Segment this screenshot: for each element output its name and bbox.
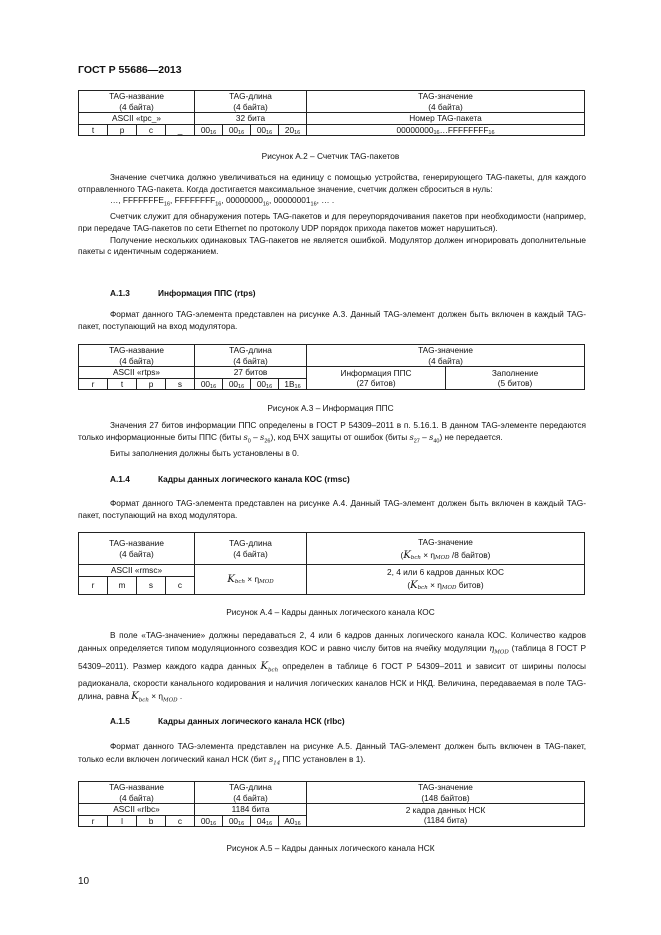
char-cell: l <box>108 815 137 827</box>
char-cell: r <box>79 576 108 594</box>
text-paragraph: Значение счетчика должно увеличиваться на единицу с помощью устройства, генерирующего TAG-пакеты, для каждого отправленного TAG-пакета. Когда достигается максимальное значение, счетчик должен сброситься в нуль: <box>78 172 586 194</box>
byte-cell: $04_{16}$ <box>251 815 279 827</box>
caption-a3: Рисунок А.3 – Информация ППС <box>267 403 394 413</box>
length-formula-cell: $K_{bch} \times \eta_{MOD}$ <box>195 565 307 595</box>
byte-cell: $00_{16}$ <box>251 378 279 390</box>
pps-info-cell: Информация ППС (27 битов) <box>307 367 446 390</box>
char-cell: s <box>137 576 166 594</box>
char-cell: c <box>166 815 195 827</box>
ascii-cell: ASCII «tpc_» <box>79 113 195 125</box>
ascii-cell: ASCII «rmsc» <box>79 565 195 577</box>
ascii-cell: ASCII «rtps» <box>79 367 195 379</box>
value-sub-cell: 2, 4 или 6 кадров данных КОС ($K_{bch} \times \eta_{MOD}$ битов) <box>307 565 585 595</box>
padding-cell: Заполнение (5 битов) <box>446 367 585 390</box>
paragraph-a15: Формат данного TAG-элемента представлен на рисунке А.5. Данный TAG-элемент должен быть включен в TAG-пакет, только если включен логический канал НСК (бит $s_{14}$ ППС установлен в 1). <box>78 741 586 767</box>
caption-a4: Рисунок А.4 – Кадры данных логического канала КОС <box>226 607 435 617</box>
char-cell: t <box>108 378 137 390</box>
value-header: TAG-значение ($K_{bch} \times \eta_{MOD}$ /8 байтов) <box>307 533 585 565</box>
byte-cell: $00_{16}$ <box>195 124 223 136</box>
value-sub-cell: Номер TAG-пакета <box>307 113 585 125</box>
page-header: ГОСТ Р 55686—2013 <box>78 64 182 76</box>
paragraph-a13: Формат данного TAG-элемента представлен на рисунке А.3. Данный TAG-элемент должен быть включен в каждый TAG-пакет, поступающий на вход модулятора. <box>78 309 586 331</box>
char-cell: _ <box>166 124 195 136</box>
value-header: TAG-значение (4 байта) <box>307 91 585 113</box>
table-figure-a2 <box>78 90 585 136</box>
section-heading-a14: А.1.4 Кадры данных логического канала КОС (rmsc) <box>110 474 350 484</box>
length-header: TAG-длина (4 байта) <box>195 782 307 804</box>
char-cell: c <box>166 576 195 594</box>
char-cell: p <box>108 124 137 136</box>
sequence-line: …, $FFFFFFFE_{16}$, $FFFFFFFF_{16}$, $00000000_{16}$, $00000001_{16}$, … . <box>110 195 335 208</box>
bits-cell: 32 бита <box>195 113 307 125</box>
name-header: TAG-название (4 байта) <box>79 782 195 804</box>
paragraph-counter <box>78 172 586 258</box>
length-header: TAG-длина (4 байта) <box>195 91 307 113</box>
value-header: TAG-значение (4 байта) <box>307 345 585 367</box>
char-cell: r <box>79 815 108 827</box>
caption-a5: Рисунок А.5 – Кадры данных логического канала НСК <box>226 843 435 853</box>
paragraph-pps-bits: Значения 27 битов информации ППС определены в ГОСТ Р 54309–2011 в п. 5.16.1. В данном TAG-элементе передаются только информационные биты ППС (биты $s_0 - s_{26}$), код БЧХ защиты от ошибок (биты $s_{27} - s_{40}$) не передается. Биты заполнения должны быть установлены в 0. <box>78 420 586 458</box>
section-heading-a13: А.1.3 Информация ППС (rtps) <box>110 288 256 298</box>
value-range-cell: $00000000_{16}\dots FFFFFFFF_{16}$ <box>307 124 585 136</box>
value-sub-cell: 2 кадра данных НСК (1184 бита) <box>307 804 585 827</box>
table-figure-a4 <box>78 532 585 595</box>
byte-cell: $00_{16}$ <box>223 815 251 827</box>
char-cell: m <box>108 576 137 594</box>
byte-cell: $00_{16}$ <box>195 378 223 390</box>
caption-a2: Рисунок А.2 – Счетчик TAG-пакетов <box>261 151 400 161</box>
byte-cell: $A0_{16}$ <box>279 815 307 827</box>
bits-cell: 27 битов <box>195 367 307 379</box>
ascii-cell: ASCII «rlbc» <box>79 804 195 816</box>
page-number: 10 <box>78 876 90 887</box>
byte-cell: $00_{16}$ <box>223 378 251 390</box>
byte-cell: $00_{16}$ <box>195 815 223 827</box>
length-header: TAG-длина (4 байта) <box>195 533 307 565</box>
bits-cell: 1184 бита <box>195 804 307 816</box>
table-figure-a5 <box>78 781 585 827</box>
paragraph-a14: Формат данного TAG-элемента представлен на рисунке А.4. Данный TAG-элемент должен быть включен в каждый TAG-пакет, поступающий на вход модулятора. <box>78 498 586 520</box>
name-header: TAG-название (4 байта) <box>79 533 195 565</box>
char-cell: r <box>79 378 108 390</box>
paragraph-kos-frames: В поле «TAG-значение» должны передаваться 2, 4 или 6 кадров данных логического канала КОС. Количество кадров данных определяется типом модуляционного созвездия КОС и равно числу битов на ячейку модуляции $\eta_{MOD}$ (таблица 8 ГОСТ Р 54309–2011). Размер каждого кадра данных $K_{bch}$ определен в таблице 6 ГОСТ Р 54309–2011 и зависит от ширины полосы радиоканала, скорости канального кодирования и наличия логических каналов НСК и НКД. Величина, передаваемая в поле TAG-длина, равна $K_{bch} \times \eta_{MOD}$ . <box>78 630 586 704</box>
char-cell: b <box>137 815 166 827</box>
char-cell: p <box>137 378 166 390</box>
section-heading-a15: А.1.5 Кадры данных логического канала НСК (rlbc) <box>110 716 345 726</box>
byte-cell: $00_{16}$ <box>251 124 279 136</box>
value-header: TAG-значение (148 байтов) <box>307 782 585 804</box>
name-header: TAG-название (4 байта) <box>79 345 195 367</box>
char-cell: t <box>79 124 108 136</box>
table-figure-a3 <box>78 344 585 390</box>
text-paragraph: Получение нескольких одинаковых TAG-пакетов не является ошибкой. Модулятор должен игнорировать дополнительные пакеты с идентичным содержанием. <box>78 234 586 257</box>
name-header: TAG-название (4 байта) <box>79 91 195 113</box>
byte-cell: $00_{16}$ <box>223 124 251 136</box>
length-header: TAG-длина (4 байта) <box>195 345 307 367</box>
char-cell: s <box>166 378 195 390</box>
byte-cell: $1B_{16}$ <box>279 378 307 390</box>
byte-cell: $20_{16}$ <box>279 124 307 136</box>
char-cell: c <box>137 124 166 136</box>
text-paragraph: Счетчик служит для обнаружения потерь TAG-пакетов и для переупорядочивания пакетов при необходимости (например, при передаче TAG-пакетов по сети Ethernet по протоколу UDP порядок прихода пакетов может нарушиться). <box>78 211 586 234</box>
